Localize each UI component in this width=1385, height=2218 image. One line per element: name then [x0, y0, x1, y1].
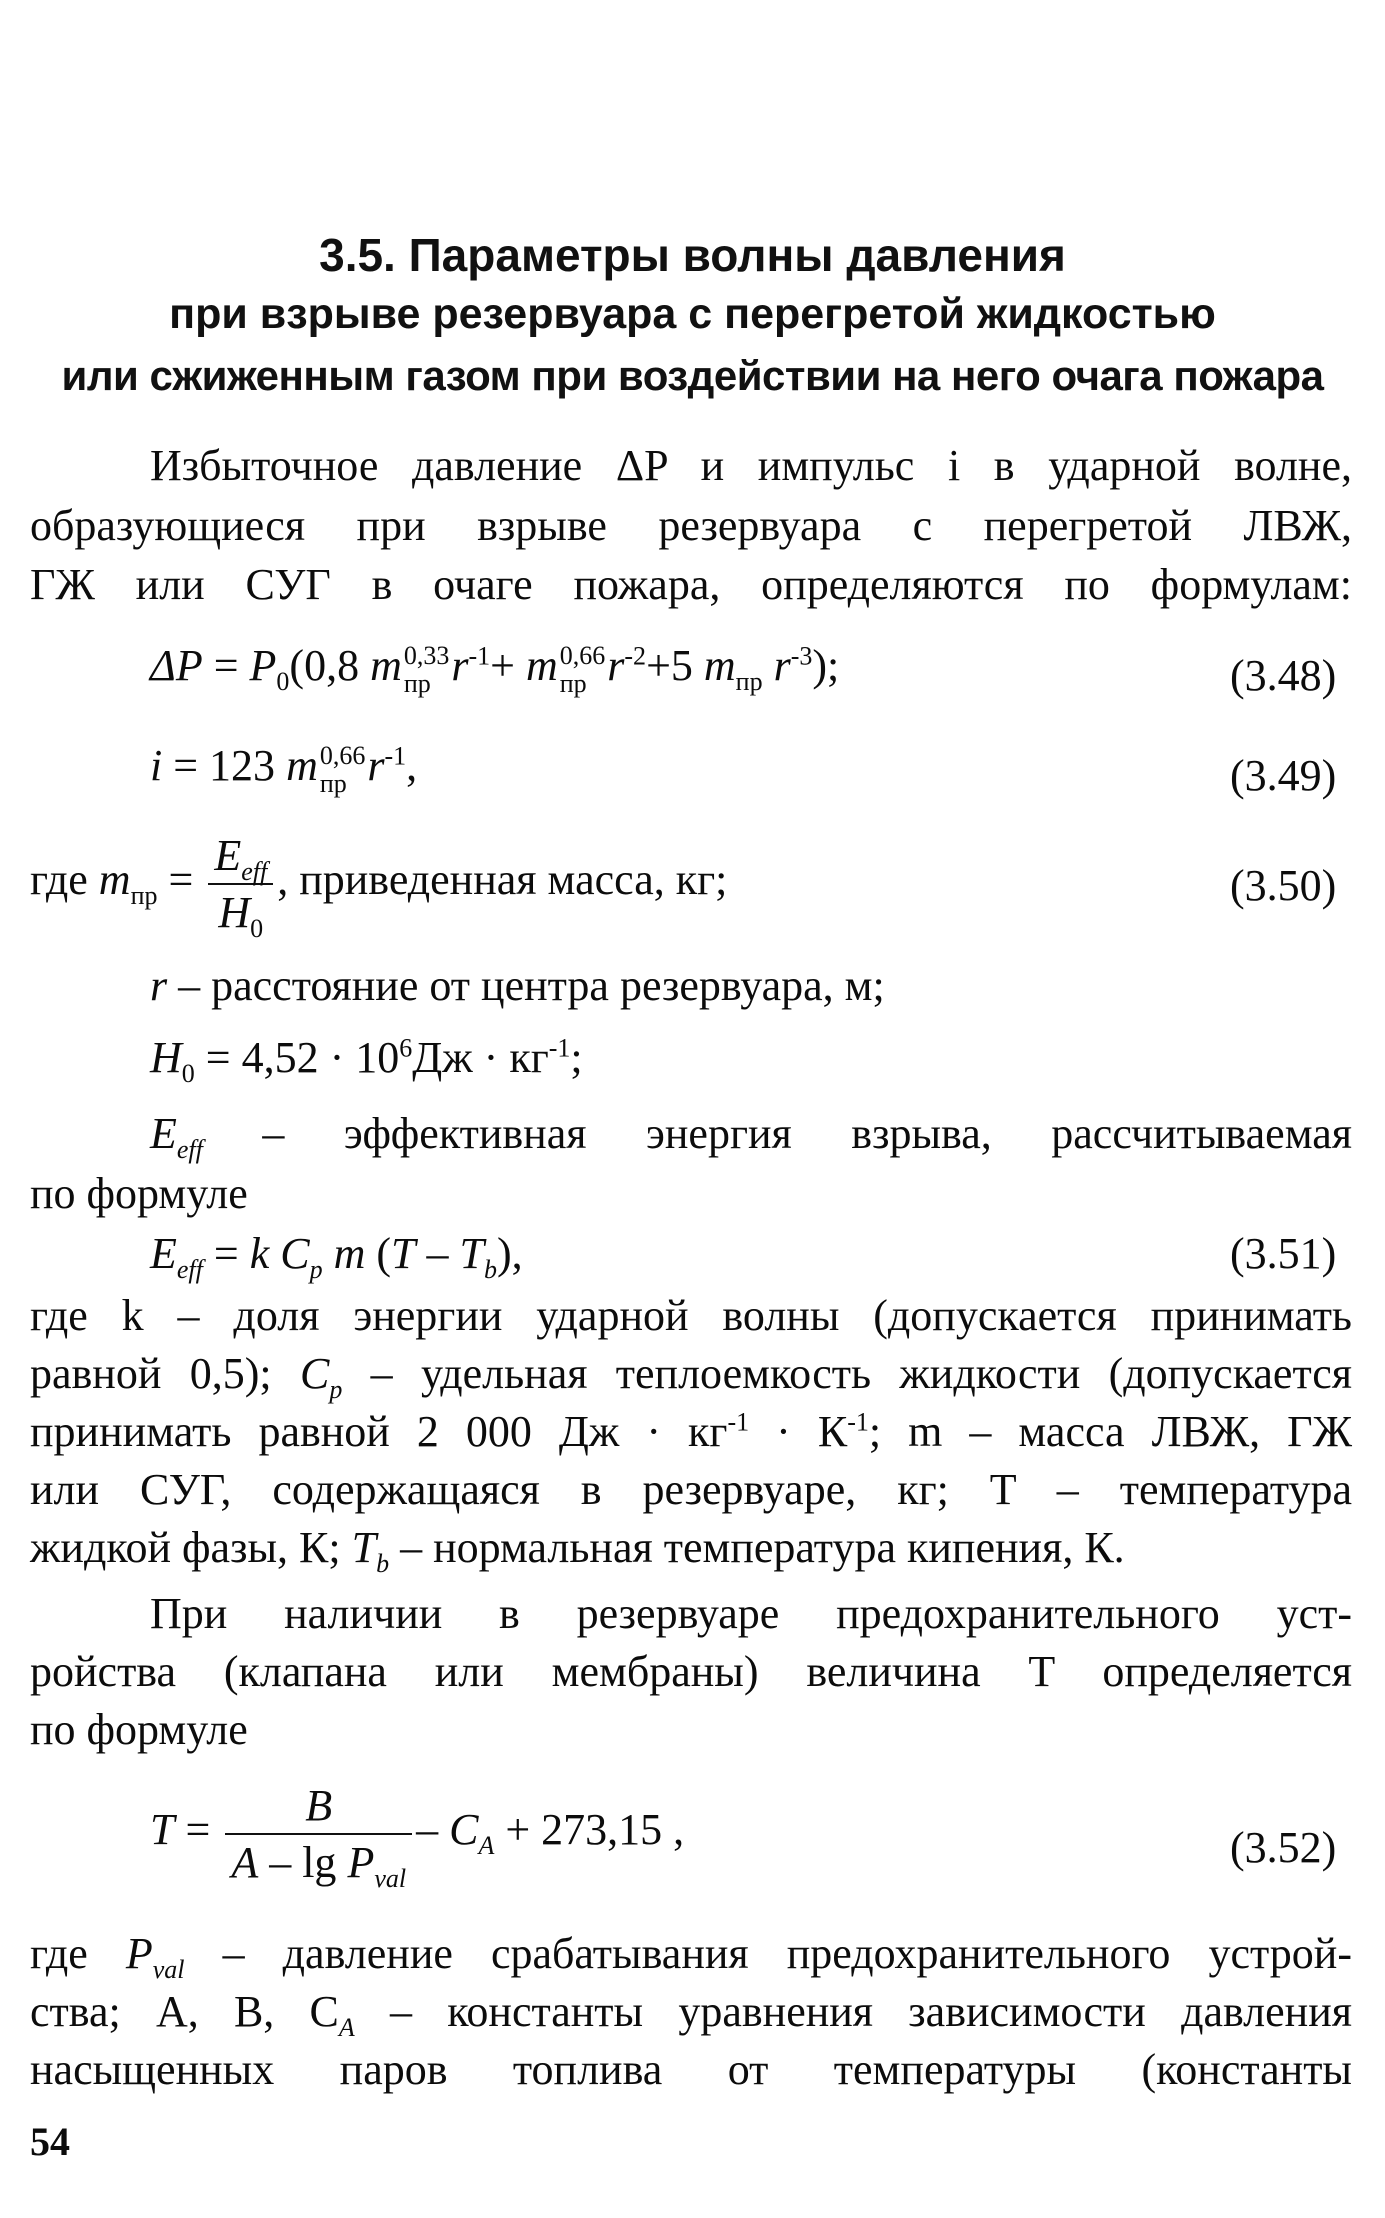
where-label: где — [30, 855, 88, 905]
para2-line-5: жидкой фазы, К; $T_b$ – нормальная температура кипения, К. — [30, 1523, 1125, 1578]
para1-line-1: Избыточное давление ΔP и импульс i в ударной волне, — [150, 441, 1352, 490]
section-heading-line-1: 3.5. Параметры волны давления — [319, 229, 1066, 281]
equation-3-50: где $m_{пр}$ = $\frac{E_{eff}}{H_0}$ , приведенная масса, кг; — [30, 831, 728, 943]
def-eeff-line-2: по формуле — [30, 1169, 248, 1218]
def-r: r – расстояние от центра резервуара, м; — [150, 961, 885, 1010]
equation-number-3-49: (3.49) — [1230, 751, 1337, 800]
equation-number-3-48: (3.48) — [1230, 651, 1337, 700]
para2-line-2: равной 0,5); $C_p$ – удельная теплоемкость жидкости (допускается — [30, 1349, 1352, 1404]
section-heading-line-2: при взрыве резервуара с перегретой жидкостью — [169, 290, 1216, 338]
para4-line-1: где $P_{val}$ – давление срабатывания предохранительного устрой- — [30, 1929, 1352, 1984]
para1-line-2: образующиеся при взрыве резервуара с перегретой ЛВЖ, — [30, 501, 1352, 550]
equation-3-48: $\Delta P = P_0(0,8$ m 0,33 пр $r^{-1}+ m$ 0,66 пр $r^{-2}+5$ $m_{пр}$ $r^{-3}$); — [150, 640, 840, 698]
para2-line-1: где k – доля энергии ударной волны (допускается принимать — [30, 1291, 1352, 1340]
temperature-fraction: $\frac{B}{A - \lg P_{val}}$ — [225, 1780, 412, 1888]
equation-3-52: T = $\frac{B}{A - \lg P_{val}}$ – $C_A + 273,15$ , — [150, 1781, 685, 1893]
page-number: 54 — [30, 2119, 70, 2164]
equation-3-51: $E_{eff} = k$ $C_p$ m $(T - T_b)$, — [150, 1229, 523, 1284]
reduced-mass-text: , приведенная масса, кг; — [277, 855, 728, 905]
para2-line-4: или СУГ, содержащаяся в резервуаре, кг; T – температура — [30, 1465, 1352, 1514]
para4-line-2: ства; A, B, $C_A$ – константы уравнения зависимости давления — [30, 1987, 1352, 2042]
para1-line-3: ГЖ или СУГ в очаге пожара, определяются по формулам: — [30, 560, 1352, 609]
equation-number-3-51: (3.51) — [1230, 1229, 1337, 1278]
equation-number-3-50: (3.50) — [1230, 861, 1337, 910]
section-heading-line-3: или сжиженным газом при воздействии на него очага пожара — [61, 352, 1324, 399]
equation-3-49: i = 123 m 0,66 пр $r^{-1}$, — [150, 740, 418, 798]
def-eeff-line-1: $E_{eff}$ – эффективная энергия взрыва, рассчитываемая — [150, 1109, 1352, 1164]
para3-line-2: ройства (клапана или мембраны) величина T определяется — [30, 1647, 1352, 1696]
para3-line-1: При наличии в резервуаре предохранительного уст- — [150, 1589, 1352, 1638]
equation-number-3-52: (3.52) — [1230, 1823, 1337, 1872]
def-h0: $H_0 = 4,52 \cdot 10^6Дж \cdot кг^{-1}$; — [150, 1033, 583, 1088]
para2-line-3: принимать равной 2 000 Дж · $кг^{-1} \cdot К^{-1}$; m – масса ЛВЖ, ГЖ — [30, 1407, 1353, 1456]
mass-fraction: $\frac{E_{eff}}{H_0}$ — [208, 830, 273, 938]
para3-line-3: по формуле — [30, 1705, 248, 1754]
para4-line-3: насыщенных паров топлива от температуры (константы — [30, 2045, 1352, 2094]
